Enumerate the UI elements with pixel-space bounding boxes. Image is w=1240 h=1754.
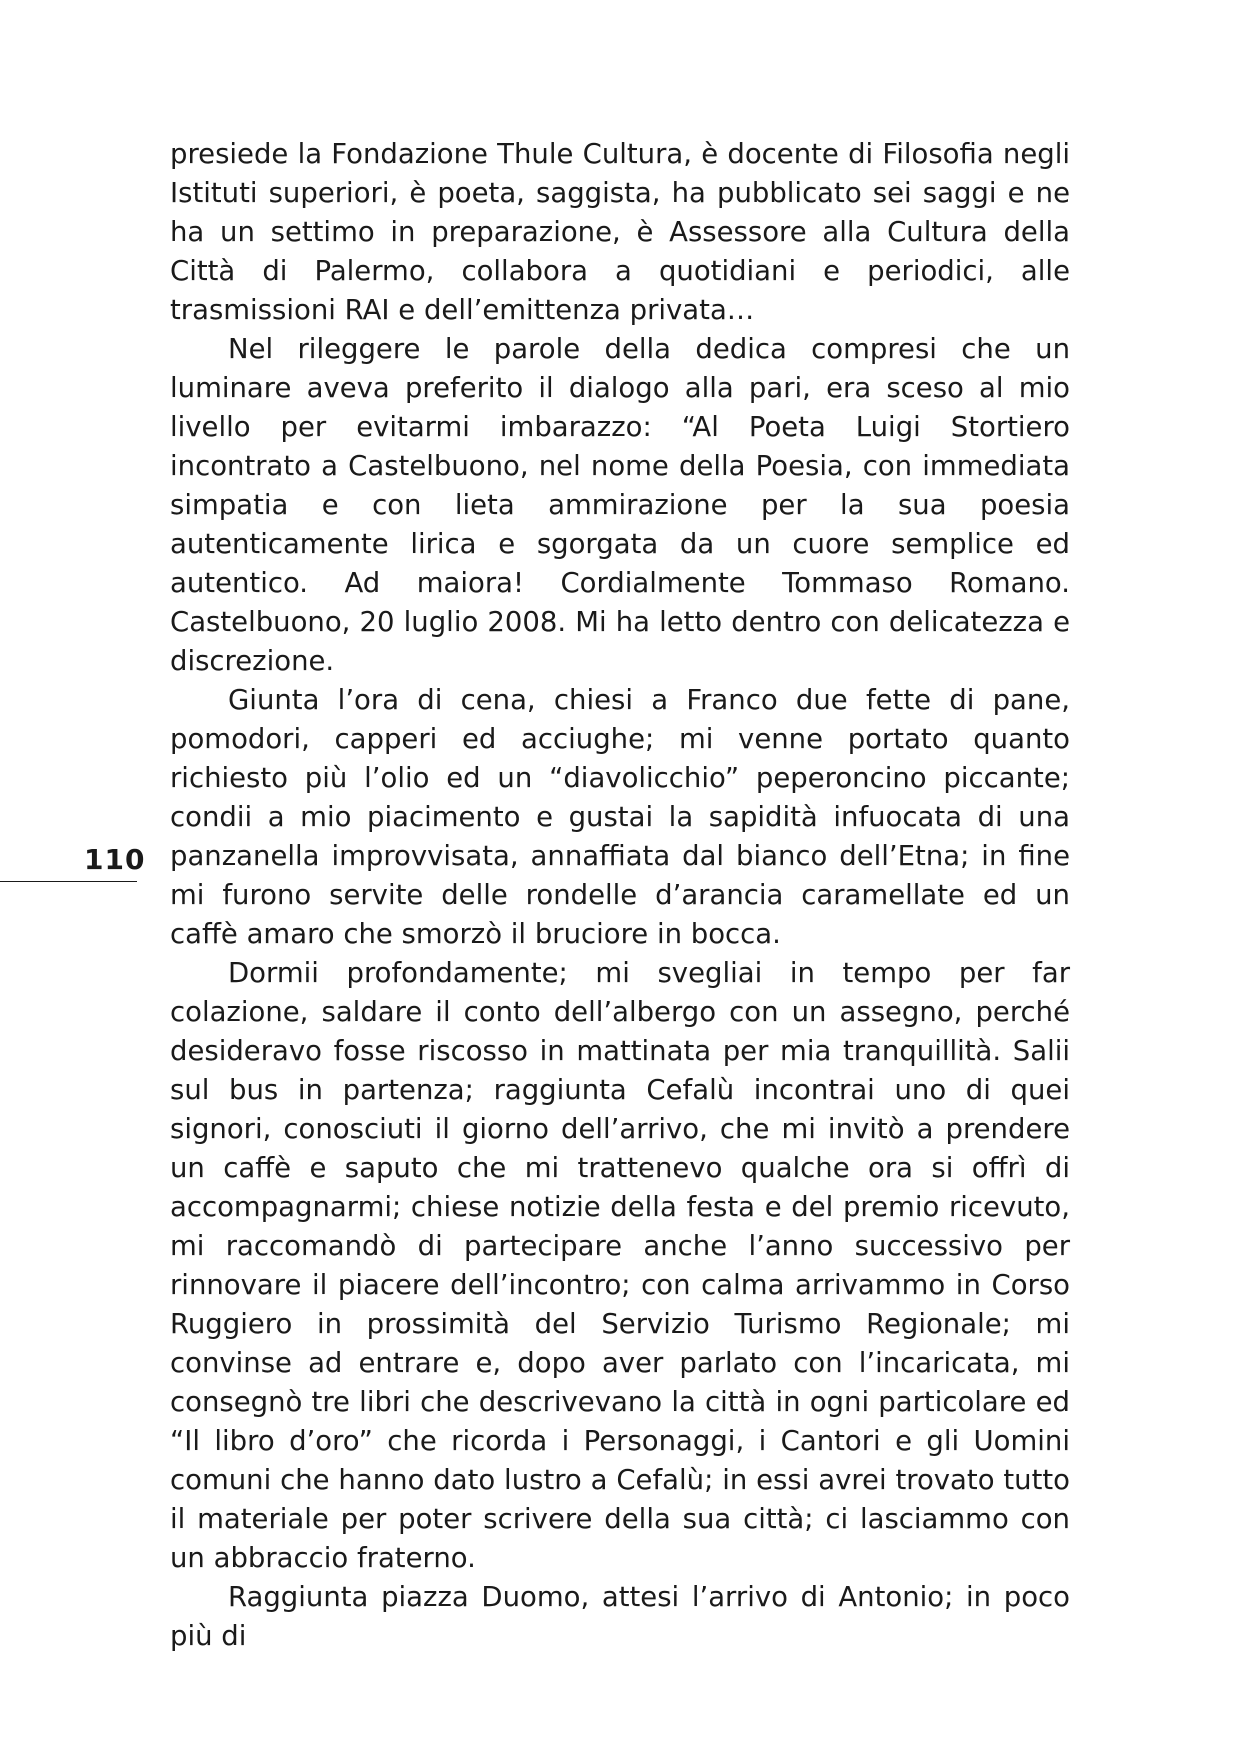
- page-number: 110: [84, 843, 146, 876]
- paragraph-dedication: Nel rileggere le parole della dedica compresi che un luminare aveva preferito il dialogo alla pari, era sceso al mio livello per evitarmi imbarazzo: “Al Poeta Luigi Stortiero incontrato a Castelbuono, nel nome della Poesia, con immediata simpatia e con lieta ammirazione per la sua poesia autenticamente lirica e sgorgata da un cuore semplice ed autentico. Ad maiora! Cordialmente Tommaso Romano. Castelbuono, 20 luglio 2008. Mi ha letto dentro con delicatezza e discrezione.: [170, 333, 1070, 677]
- paragraph-dinner: Giunta l’ora di cena, chiesi a Franco due fette di pane, pomodori, capperi ed acciughe; mi venne portato quanto richiesto più l’olio ed un “diavolicchio” peperoncino piccante; condii a mio piacimento e gustai la sapidità infuocata di una panzanella improvvisata, annaffiata dal bianco dell’Etna; in fine mi furono servite delle rondelle d’arancia caramellate ed un caffè amaro che smorzò il bruciore in bocca.: [170, 684, 1070, 950]
- page-number-rule: [0, 881, 137, 882]
- body-text: [170, 135, 1070, 1656]
- paragraph-morning: Dormii profondamente; mi svegliai in tempo per far colazione, saldare il conto dell’albergo con un assegno, perché desideravo fosse riscosso in mattinata per mia tranquillità. Salii sul bus in partenza; raggiunta Cefalù incontrai uno di quei signori, conosciuti il giorno dell’arrivo, che mi invitò a prendere un caffè e saputo che mi trattenevo qualche ora si offrì di accompagnarmi; chiese notizie della festa e del premio ricevuto, mi raccomandò di partecipare anche l’anno successivo per rinnovare il piacere dell’incontro; con calma arrivammo in Corso Ruggiero in prossimità del Servizio Turismo Regionale; mi convinse ad entrare e, dopo aver parlato con l’incaricata, mi consegnò tre libri che descrivevano la città in ogni particolare ed “Il libro d’oro” che ricorda i Personaggi, i Cantori e gli Uomini comuni che hanno dato lustro a Cefalù; in essi avrei trovato tutto il materiale per poter scrivere della sua città; ci lasciammo con un abbraccio fraterno.: [170, 957, 1070, 1574]
- paragraph-continuation: presiede la Fondazione Thule Cultura, è docente di Filosofia negli Istituti superiori, è poeta, saggista, ha pubblicato sei saggi e ne ha un settimo in preparazione, è Assessore alla Cultura della Città di Palermo, collabora a quotidiani e periodici, alle trasmissioni RAI e dell’emittenza privata…: [170, 138, 1070, 326]
- paragraph-duomo: Raggiunta piazza Duomo, attesi l’arrivo di Antonio; in poco più di: [170, 1581, 1070, 1652]
